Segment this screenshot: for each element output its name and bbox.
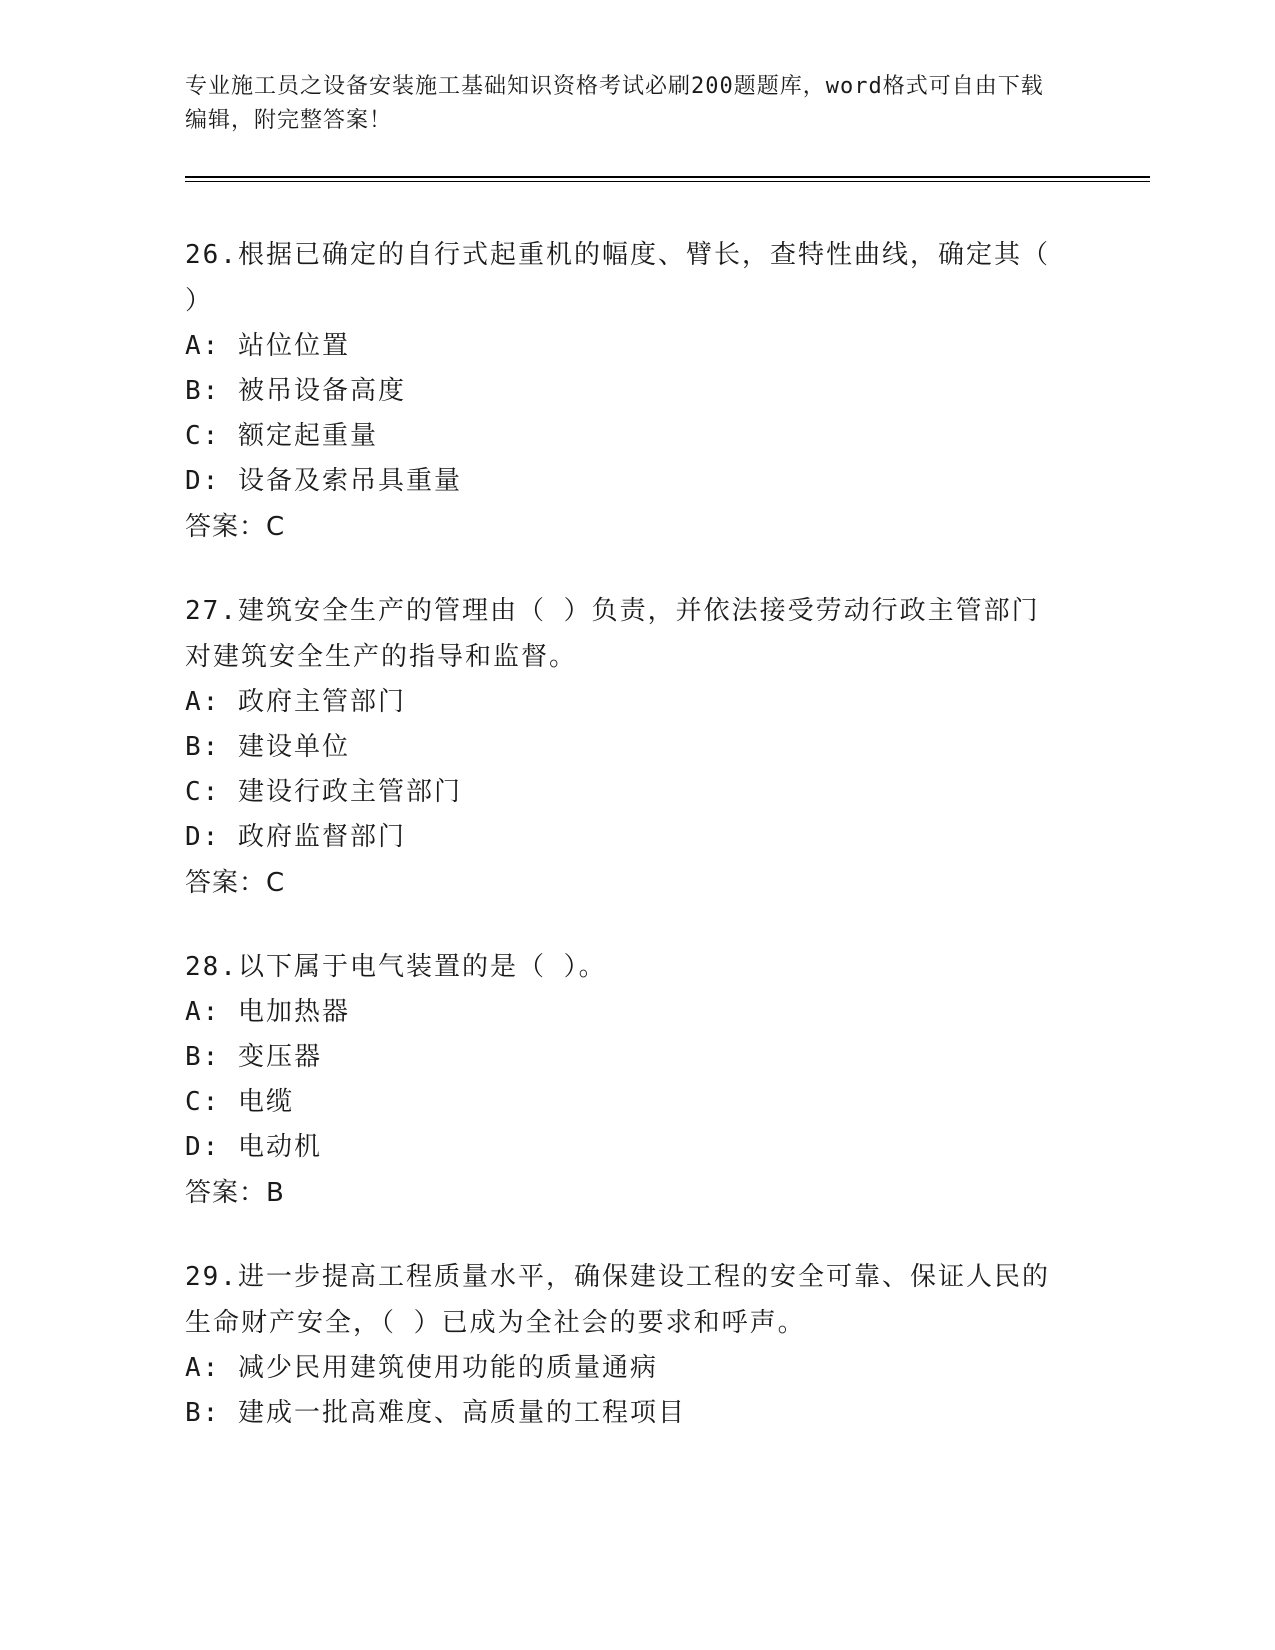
- question-stem: 26.根据已确定的自行式起重机的幅度、臂长，查特性曲线，确定其（ ）: [185, 240, 1050, 316]
- option-d: D: 电动机: [185, 1132, 322, 1162]
- question-29: [185, 1254, 1065, 1436]
- option-a: A: 电加热器: [185, 997, 350, 1027]
- option-a: A: 减少民用建筑使用功能的质量通病: [185, 1353, 658, 1383]
- answer-line: 答案：B: [185, 1178, 285, 1208]
- option-b: B: 建设单位: [185, 732, 350, 762]
- option-a: A: 政府主管部门: [185, 687, 406, 717]
- option-b: B: 变压器: [185, 1042, 322, 1072]
- option-c: C: 建设行政主管部门: [185, 777, 462, 807]
- option-c: C: 额定起重量: [185, 421, 378, 451]
- option-b: B: 被吊设备高度: [185, 376, 406, 406]
- question-stem: 28.以下属于电气装置的是（ ）。: [185, 952, 607, 982]
- document-header: 专业施工员之设备安装施工基础知识资格考试必刷200题题库，word格式可自由下载编辑，附完整答案！: [185, 74, 1044, 133]
- header-divider-thick: [185, 176, 1150, 178]
- question-stem: 27.建筑安全生产的管理由（ ）负责，并依法接受劳动行政主管部门对建筑安全生产的指导和监督。: [185, 596, 1040, 672]
- question-28: [185, 944, 1065, 1216]
- answer-line: 答案：C: [185, 868, 286, 898]
- option-b: B: 建成一批高难度、高质量的工程项目: [185, 1398, 686, 1428]
- header-divider-thin: [185, 181, 1150, 182]
- option-d: D: 设备及索吊具重量: [185, 466, 462, 496]
- option-c: C: 电缆: [185, 1087, 294, 1117]
- question-26: [185, 232, 1065, 550]
- option-d: D: 政府监督部门: [185, 822, 406, 852]
- question-27: [185, 588, 1065, 906]
- answer-line: 答案：C: [185, 512, 286, 542]
- question-stem: 29.进一步提高工程质量水平，确保建设工程的安全可靠、保证人民的生命财产安全，（ ）已成为全社会的要求和呼声。: [185, 1262, 1050, 1338]
- question-list: [185, 232, 1065, 1474]
- option-a: A: 站位位置: [185, 331, 350, 361]
